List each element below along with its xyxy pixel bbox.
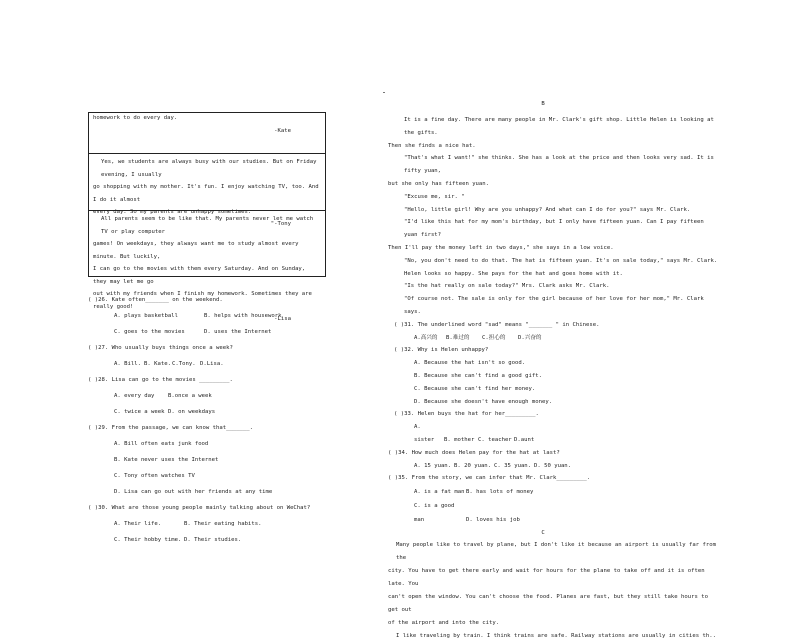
- passage-line: "Is the hat really on sale today?" Mrs. Clark asks Mr. Clark.: [404, 283, 610, 290]
- section-heading-c: C: [541, 530, 545, 537]
- option-row: [88, 452, 348, 468]
- option-b[interactable]: B.难过的: [446, 334, 470, 341]
- passage-line: of the airport and into the city.: [388, 620, 500, 627]
- option-c[interactable]: C. 35 yuan.: [494, 462, 532, 469]
- option-a[interactable]: A. Bill.: [114, 361, 141, 367]
- passage-line: It is a fine day. There are many people in Mr. Clark's gift shop. Little Helen is looking at the gifts.: [404, 117, 714, 136]
- option-c[interactable]: C. twice a week: [114, 409, 165, 415]
- option-row: [88, 308, 348, 324]
- option-row: [388, 396, 718, 409]
- question-29: ( )29. From the passage, we can know that_______.: [88, 425, 254, 431]
- option-a[interactable]: A. is a fat man: [414, 489, 465, 496]
- right-questions: [388, 319, 718, 527]
- passage-line: All parents seem to be like that. My parents never let me watch TV or play computer: [101, 216, 314, 235]
- option-b[interactable]: B. mother: [444, 436, 475, 443]
- option-row: [388, 421, 718, 447]
- question-35: ( )35. From the story, we can infer that Mr. Clark_________.: [388, 475, 591, 482]
- option-d[interactable]: D.兴奋的: [518, 334, 542, 341]
- option-b[interactable]: B. Their eating habits.: [184, 521, 262, 527]
- option-row: [88, 356, 348, 372]
- passage-line: Yes, we students are always busy with our studies. But on Friday evening, I usually: [101, 159, 317, 178]
- option-d[interactable]: D. Because she doesn't have enough money.: [414, 398, 553, 405]
- option-row: [88, 516, 348, 532]
- passage-c: [388, 539, 718, 643]
- passage-line: games! On weekdays, they always want me to study almost every minute. But luckily,: [93, 241, 299, 260]
- option-row: [88, 388, 348, 404]
- option-row: [88, 468, 348, 484]
- option-row: [388, 357, 718, 370]
- option-a[interactable]: A. 15 yuan.: [414, 462, 452, 469]
- kate-section: [89, 113, 325, 153]
- option-a[interactable]: A.高兴的: [414, 334, 438, 341]
- option-b[interactable]: B. helps with housework: [204, 313, 282, 319]
- passage-line: Many people like to travel by plane, but I don't like it because an airport is usually far from the: [396, 542, 716, 562]
- option-row: [88, 324, 348, 340]
- option-row: [388, 499, 718, 527]
- question-32: ( )32. Why is Helen unhappy?: [394, 347, 489, 354]
- option-b[interactable]: B.once a week: [168, 393, 212, 399]
- option-row: [88, 532, 348, 548]
- option-row: [88, 436, 348, 452]
- option-row: [388, 383, 718, 396]
- signature-lisa: -Lisa: [274, 316, 291, 322]
- passage-line: Helen looks so happy. She pays for the hat and goes home with it.: [404, 270, 623, 277]
- option-d[interactable]: D. on weekdays: [168, 409, 216, 415]
- passage-line: go shopping with my mother. It's fun. I enjoy watching TV, too. And I do it almost: [93, 184, 319, 203]
- passage-line: homework to do every day.: [93, 115, 178, 121]
- passage-line: "Hello, little girl! Why are you unhappy? And what can I do for you?" says Mr. Clark.: [404, 206, 691, 213]
- option-b[interactable]: B. has lots of money: [466, 489, 534, 496]
- passage-line: but she only has fifteen yuan.: [388, 180, 490, 187]
- option-d[interactable]: D. 50 yuan.: [534, 462, 572, 469]
- question-33: ( )33. Helen buys the hat for her_________.: [394, 411, 539, 418]
- option-c[interactable]: C. Because she can't find her money.: [414, 385, 536, 392]
- option-a[interactable]: A. Their life.: [114, 521, 162, 527]
- question-28: ( )28. Lisa can go to the movies _________.: [88, 377, 233, 383]
- option-row: [388, 485, 718, 499]
- option-a[interactable]: A. sister: [414, 424, 435, 443]
- left-column: [88, 112, 326, 543]
- option-c[interactable]: C. teacher: [478, 436, 512, 443]
- option-b[interactable]: B. Because she can't find a good gift.: [414, 372, 542, 379]
- passage-line: Then she finds a nice hat.: [388, 142, 476, 149]
- question-27: ( )27. Who usually buys things once a week?: [88, 345, 233, 351]
- option-c[interactable]: C. Their hobby time.: [114, 537, 182, 543]
- passage-line: out with my friends when I finish my homework. Sometimes they are really good!: [93, 291, 312, 310]
- question-26: ( )26. Kate often_______ on the weekend.: [88, 297, 223, 303]
- passage-line: "Of course not. The sale is only for the girl because of her love for her mom," Mr. Clark says.: [404, 296, 704, 315]
- left-questions: [88, 292, 348, 548]
- passage-line: can't open the window. You can't choose the food. Planes are fast, but they still take hours to get out: [388, 594, 708, 614]
- passage-line: city. You have to get there early and wait for hours for the plane to take off and it is often late. You: [388, 568, 705, 588]
- option-c[interactable]: C. is a good man: [414, 503, 455, 524]
- signature-tony: "-Tony: [270, 220, 291, 227]
- option-d[interactable]: D.aunt: [514, 436, 535, 443]
- option-d[interactable]: D. loves his job: [466, 517, 520, 524]
- option-row: [388, 332, 718, 345]
- passage-line: every day. So my parents are unhappy sometimes.: [93, 209, 252, 215]
- option-a[interactable]: A. Because the hat isn't so good.: [414, 360, 526, 367]
- passage-line: "That's what I want!" she thinks. She has a look at the price and then looks very sad. It is fifty yuan,: [404, 155, 714, 175]
- question-31: ( )31. The underlined word "sad" means "_______ " in Chinese.: [394, 321, 600, 328]
- option-a[interactable]: A. plays basketball: [114, 313, 178, 319]
- signature-kate: -Kate: [274, 127, 291, 134]
- passage-line: "I'd like this hat for my mom's birthday, but I only have fifteen yuan. Can I pay fifteen yuan first?: [404, 219, 704, 239]
- option-row: [88, 484, 348, 500]
- option-b[interactable]: B. Kate never uses the Internet: [114, 457, 219, 463]
- question-34: ( )34. How much does Helen pay for the hat at last?: [388, 449, 560, 456]
- option-b[interactable]: B. 20 yuan.: [454, 462, 492, 469]
- question-30: ( )30. What are those young people mainly talking about on WeChat?: [88, 505, 311, 511]
- option-d[interactable]: D.Lisa.: [200, 361, 224, 367]
- option-a[interactable]: A. every day: [114, 393, 155, 399]
- option-c[interactable]: C. goes to the movies: [114, 329, 185, 335]
- scan-mark: [383, 92, 385, 93]
- option-row: [388, 370, 718, 383]
- option-a[interactable]: A. Bill often eats junk food: [114, 441, 209, 447]
- option-c[interactable]: C. Tony often watches TV: [114, 473, 195, 479]
- section-heading-b: B: [541, 101, 545, 107]
- option-d[interactable]: D. Lisa can go out with her friends at any time: [114, 489, 273, 495]
- option-row: [88, 404, 348, 420]
- passage-line: "No, you don't need to do that. The hat is fifteen yuan. It's on sale today," says Mr. Clark.: [404, 257, 718, 264]
- passage-line: Then I'll pay the money left in two days," she says in a low voice.: [388, 244, 614, 251]
- option-b[interactable]: B. Kate.: [144, 361, 171, 367]
- option-row: [388, 460, 718, 473]
- option-c[interactable]: C.Tony.: [172, 361, 196, 367]
- option-d[interactable]: D. uses the Internet: [204, 329, 272, 335]
- option-c[interactable]: C.担心的: [482, 334, 506, 341]
- option-d[interactable]: D. Their studies.: [184, 537, 242, 543]
- passage-line: I can go to the movies with them every Saturday. And on Sunday, they may let me go: [93, 266, 306, 285]
- passage-line: "Excuse me, sir. ": [404, 193, 465, 200]
- passage-b: [388, 114, 718, 319]
- passage-line: I like traveling by train. I think trains are safe. Railway stations are usually in cities th..: [396, 633, 716, 640]
